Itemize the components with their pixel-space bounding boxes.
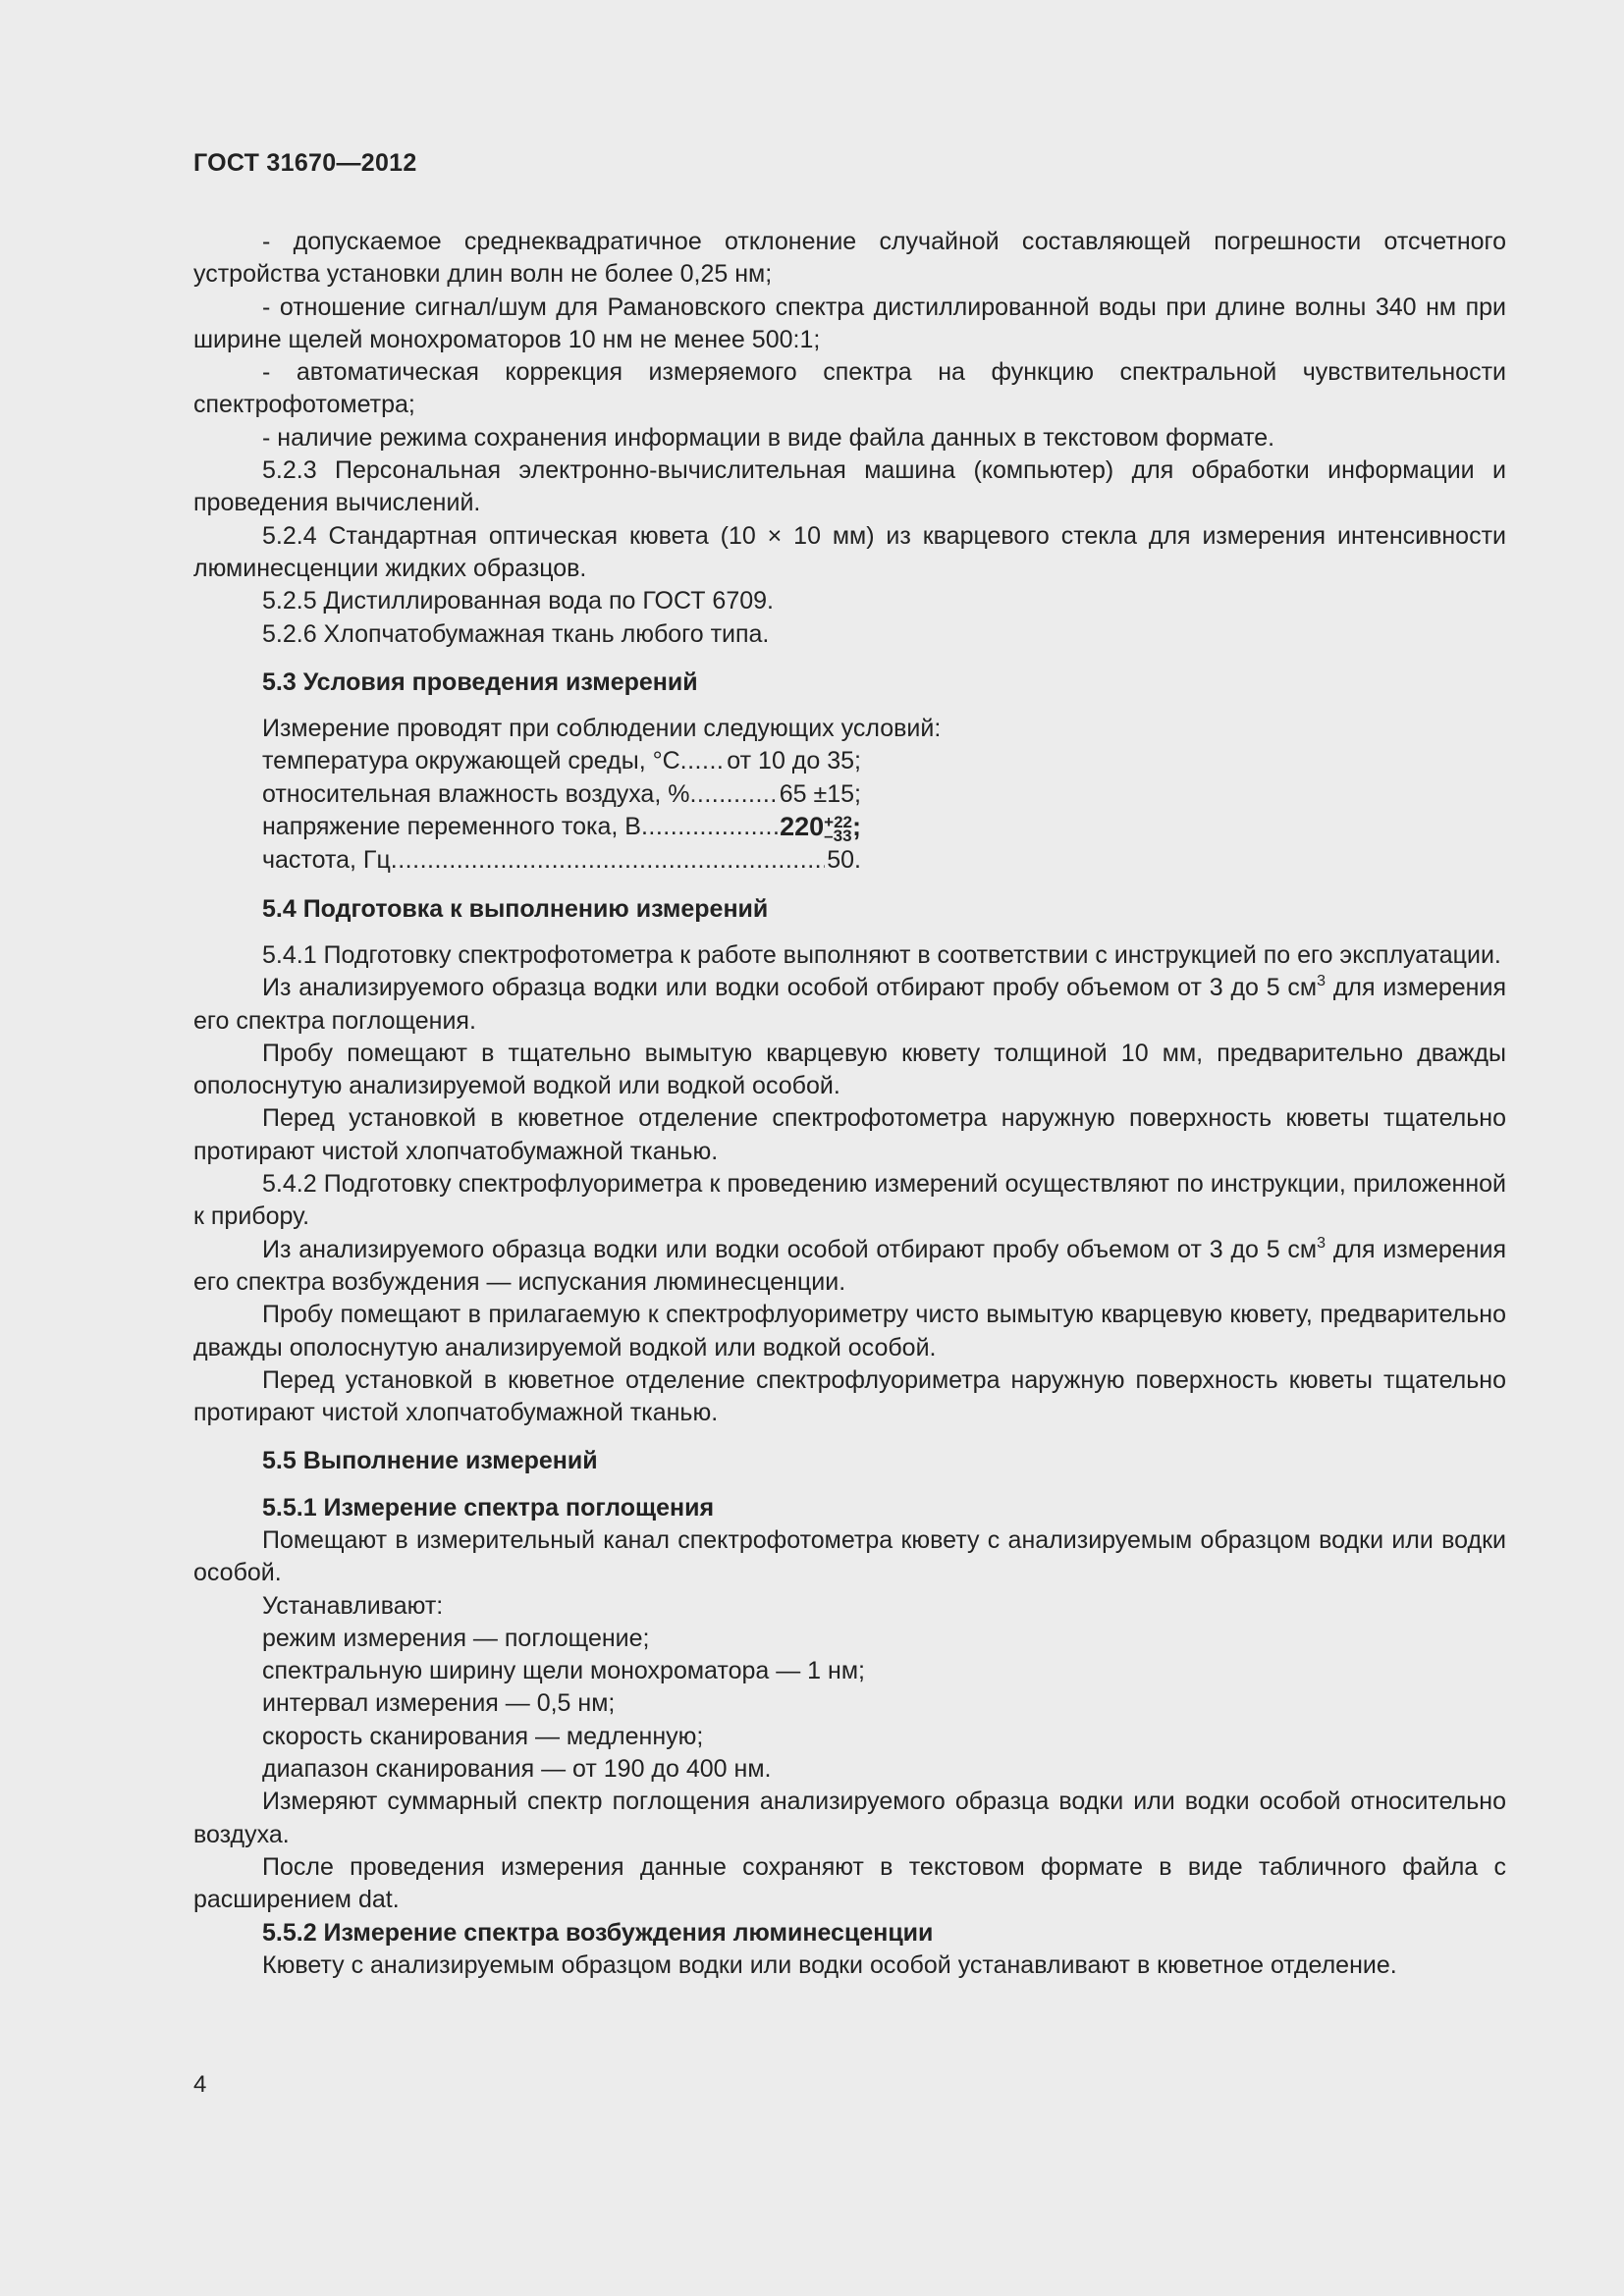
clause-5-2-5: 5.2.5 Дистиллированная вода по ГОСТ 6709. bbox=[262, 587, 774, 615]
condition-label: частота, Гц bbox=[262, 846, 391, 875]
condition-value: 65 ±15; bbox=[779, 779, 861, 808]
paragraph: Кювету с анализируемым образцом водки или водки особой устанавливают в кюветное отделение. bbox=[262, 1950, 1397, 1979]
setting-item: скорость сканирования — медленную; bbox=[262, 1722, 704, 1750]
condition-label: напряжение переменного тока, В bbox=[262, 813, 641, 841]
bullet-item: - автоматическая коррекция измеряемого спектра на функцию спектральной чувствительности спектрофотометра; bbox=[193, 358, 1506, 419]
section-5-3-heading: 5.3 Условия проведения измерений bbox=[262, 667, 698, 696]
clause-5-4-2: 5.4.2 Подготовку спектрофлуориметра к проведению измерений осуществляют по инструкции, приложенной к прибору. bbox=[193, 1170, 1506, 1231]
paragraph: Измеряют суммарный спектр поглощения анализируемого образца водки или водки особой относительно воздуха. bbox=[193, 1788, 1506, 1848]
clause-5-2-4: 5.2.4 Стандартная оптическая кювета (10 × 10 мм) из кварцевого стекла для измерения интенсивности люминесценции жидких образцов. bbox=[193, 521, 1506, 582]
voltage-value: 220 bbox=[780, 812, 825, 842]
bullet-item: - отношение сигнал/шум для Рамановского спектра дистиллированной воды при длине волны 340 нм при ширине щелей монохроматоров 10 нм не менее 500:1; bbox=[193, 293, 1506, 353]
clause-5-4-1: 5.4.1 Подготовку спектрофотометра к работе выполняют в соответствии с инструкцией по его эксплуатации. bbox=[262, 940, 1501, 969]
paragraph: Перед установкой в кюветное отделение спектрофлуориметра наружную поверхность кюветы тщательно протирают чистой хлопчатобумажной тканью. bbox=[193, 1365, 1506, 1427]
paragraph: Из анализируемого образца водки или водки особой отбирают пробу объемом от 3 до 5 $см^3$ для измерения его спектра возбуждения — испускания люминесценции. bbox=[193, 1234, 1506, 1296]
setting-item: интервал измерения — 0,5 нм; bbox=[262, 1689, 616, 1718]
conditions-intro: Измерение проводят при соблюдении следующих условий: bbox=[262, 715, 942, 743]
bullet-item: - наличие режима сохранения информации в виде файла данных в текстовом формате. bbox=[262, 423, 1275, 452]
paragraph: Из анализируемого образца водки или водки особой отбирают пробу объемом от 3 до 5 $см^3$ для измерения его спектра поглощения. bbox=[193, 973, 1506, 1035]
page-body bbox=[193, 226, 1506, 1982]
condition-frequency bbox=[262, 844, 861, 877]
setting-item: режим измерения — поглощение; bbox=[262, 1624, 650, 1652]
clause-5-2-3: 5.2.3 Персональная электронно-вычислительная машина (компьютер) для обработки информации и проведения вычислений. bbox=[193, 456, 1506, 517]
section-5-4-heading: 5.4 Подготовка к выполнению измерений bbox=[262, 894, 769, 923]
condition-label: относительная влажность воздуха, % bbox=[262, 779, 690, 808]
subsection-5-5-2-heading: 5.5.2 Измерение спектра возбуждения люминесценции bbox=[262, 1918, 934, 1947]
condition-label: температура окружающей среды, °С bbox=[262, 747, 680, 775]
voltage-tolerance: +22 –33 bbox=[824, 813, 852, 846]
condition-value: 50. bbox=[827, 846, 861, 875]
condition-temperature bbox=[262, 745, 861, 777]
setting-item: диапазон сканирования — от 190 до 400 нм. bbox=[262, 1755, 772, 1784]
paragraph: Помещают в измерительный канал спектрофотометра кювету с анализируемым образцом водки или водки особой. bbox=[193, 1525, 1506, 1587]
paragraph: Перед установкой в кюветное отделение спектрофотометра наружную поверхность кюветы тщательно протирают чистой хлопчатобумажной тканью. bbox=[193, 1104, 1506, 1165]
condition-humidity bbox=[262, 778, 861, 811]
subsection-5-5-1-heading: 5.5.1 Измерение спектра поглощения bbox=[262, 1493, 715, 1522]
page-number: 4 bbox=[193, 2071, 207, 2098]
condition-value: от 10 до 35; bbox=[727, 747, 861, 775]
bullet-item: - допускаемое среднеквадратичное отклонение случайной составляющей погрешности отсчетного устройства установки длин волн не более 0,25 нм; bbox=[193, 228, 1506, 289]
settings-intro: Устанавливают: bbox=[262, 1591, 444, 1620]
section-5-5-heading: 5.5 Выполнение измерений bbox=[262, 1447, 598, 1475]
clause-5-2-6: 5.2.6 Хлопчатобумажная ткань любого типа. bbox=[262, 619, 770, 648]
paragraph: Пробу помещают в тщательно вымытую кварцевую кювету толщиной 10 мм, предварительно дважды ополоснутую анализируемой водкой или водкой особой. bbox=[193, 1039, 1506, 1100]
document-code: ГОСТ 31670—2012 bbox=[193, 149, 417, 177]
setting-item: спектральную ширину щели монохроматора — 1 нм; bbox=[262, 1657, 865, 1685]
paragraph: После проведения измерения данные сохраняют в текстовом формате в виде табличного файла с расширением dat. bbox=[193, 1852, 1506, 1914]
condition-voltage: напряжение переменного тока, В ..... 220 +22 –33 ; bbox=[262, 811, 861, 844]
paragraph: Пробу помещают в прилагаемую к спектрофлуориметру чисто вымытую кварцевую кювету, предварительно дважды ополоснутую анализируемой водкой или водкой особой. bbox=[193, 1301, 1506, 1362]
